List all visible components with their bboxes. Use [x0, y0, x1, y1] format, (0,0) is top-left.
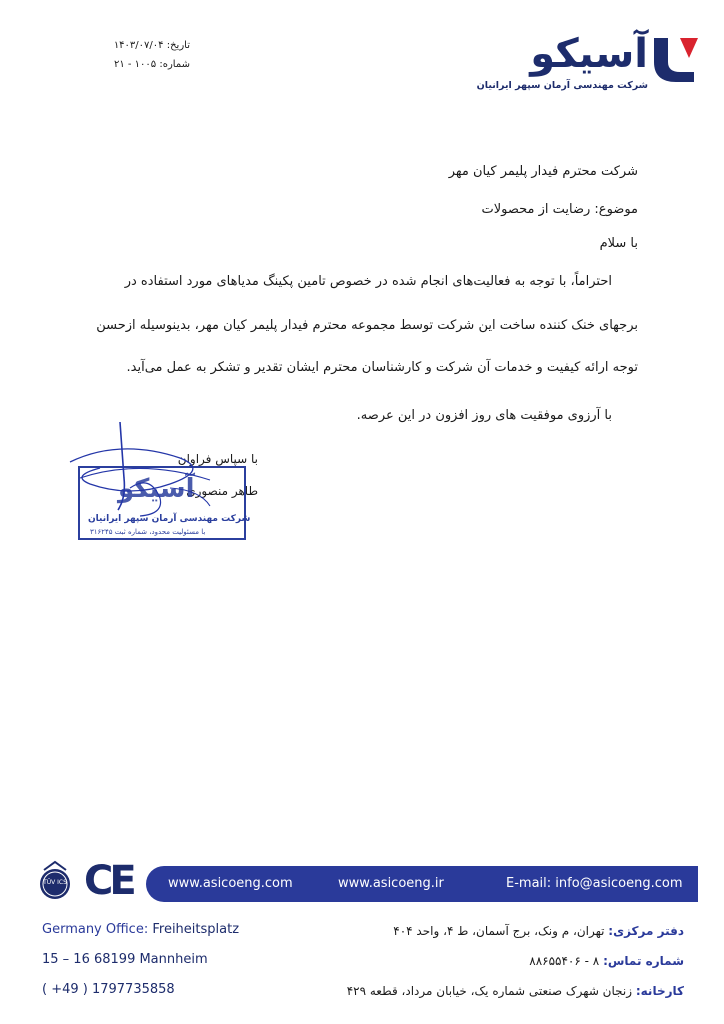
factory-value: زنجان شهرک صنعتی شماره یک، خیابان مرداد، قطعه ۴۲۹ — [346, 984, 633, 998]
germany-city: 15 – 16 68199 Mannheim — [42, 952, 208, 967]
factory-label: کارخانه: — [635, 984, 684, 998]
phone-row — [284, 946, 684, 976]
logo-wordmark: آسیکو — [530, 31, 648, 77]
date-row — [90, 36, 190, 55]
tuv-seal-icon — [34, 860, 76, 902]
hq-value: تهران، م ونک، برج آسمان، ط ۴، واحد ۴۰۴ — [393, 924, 605, 938]
body-line: توجه ارائه کیفیت و خدمات آن شرکت و کارشناسان محترم ایشان تقدیر و تشکر به عمل می‌آید. — [126, 360, 638, 375]
handwritten-signature — [60, 418, 260, 548]
number-row — [90, 55, 190, 74]
logo-subtitle: شرکت مهندسی آرمان سپهر ایرانیان — [476, 80, 648, 91]
logo-mark-icon — [650, 32, 700, 84]
stamp-registration: با مسئولیت محدود، شماره ثبت ۳۱۶۲۴۵ — [90, 528, 206, 536]
body-line: برجهای خنک کننده ساخت این شرکت توسط مجموعه محترم فیدار پلیمر کیان مهر، بدینوسیله ازحسن — [96, 318, 638, 333]
recipient: شرکت محترم فیدار پلیمر کیان مهر — [448, 164, 638, 179]
subject: موضوع: رضایت از محصولات — [481, 202, 638, 217]
number-label: شماره: — [159, 59, 190, 70]
number-value: ۱۰۰۵ - ۲۱ — [113, 59, 157, 70]
tuv-certification-icon — [34, 860, 76, 902]
website-link-com[interactable]: www.asicoeng.com — [168, 876, 293, 891]
phone-value: ۸ - ۸۸۶۵۵۴۰۶ — [529, 954, 600, 968]
closing-line: با آرزوی موفقیت های روز افزون در این عرصه. — [356, 408, 612, 423]
germany-phone: ( +49 ) 1797735858 — [42, 982, 175, 997]
body-line: احتراماً، با توجه به فعالیت‌های انجام شده در خصوص تامین پکینگ مدیاهای مورد استفاده در — [124, 274, 612, 289]
hq-address — [284, 916, 684, 946]
factory-address — [284, 976, 684, 1006]
thanks: با سپاس فراوان — [177, 452, 258, 466]
date-value: ۱۴۰۳/۰۷/۰۴ — [113, 40, 164, 51]
website-link-ir[interactable]: www.asicoeng.ir — [338, 876, 444, 891]
greeting: با سلام — [599, 236, 638, 251]
germany-office-label: Germany Office: — [42, 922, 149, 937]
email-link[interactable]: E-mail: info@asicoeng.com — [506, 876, 683, 891]
stamp-name: آسیکو — [118, 474, 195, 504]
company-logo — [470, 28, 700, 100]
hq-label: دفتر مرکزی: — [608, 924, 684, 938]
contact-bar — [146, 866, 698, 902]
germany-office — [42, 915, 239, 1005]
germany-street: Freiheitsplatz — [152, 922, 240, 937]
germany-address-line — [42, 915, 239, 945]
letter-meta — [90, 36, 190, 74]
tuv-text: TÜV ICS — [43, 879, 67, 886]
date-label: تاریخ: — [166, 40, 190, 51]
phone-label: شماره تماس: — [603, 954, 684, 968]
iran-addresses — [284, 916, 684, 1006]
stamp-company: شرکت مهندسی آرمان سپهر ایرانیان — [88, 514, 251, 524]
signer-name: طاهر منصوری — [186, 484, 258, 498]
ce-mark-icon: CE — [84, 858, 133, 904]
